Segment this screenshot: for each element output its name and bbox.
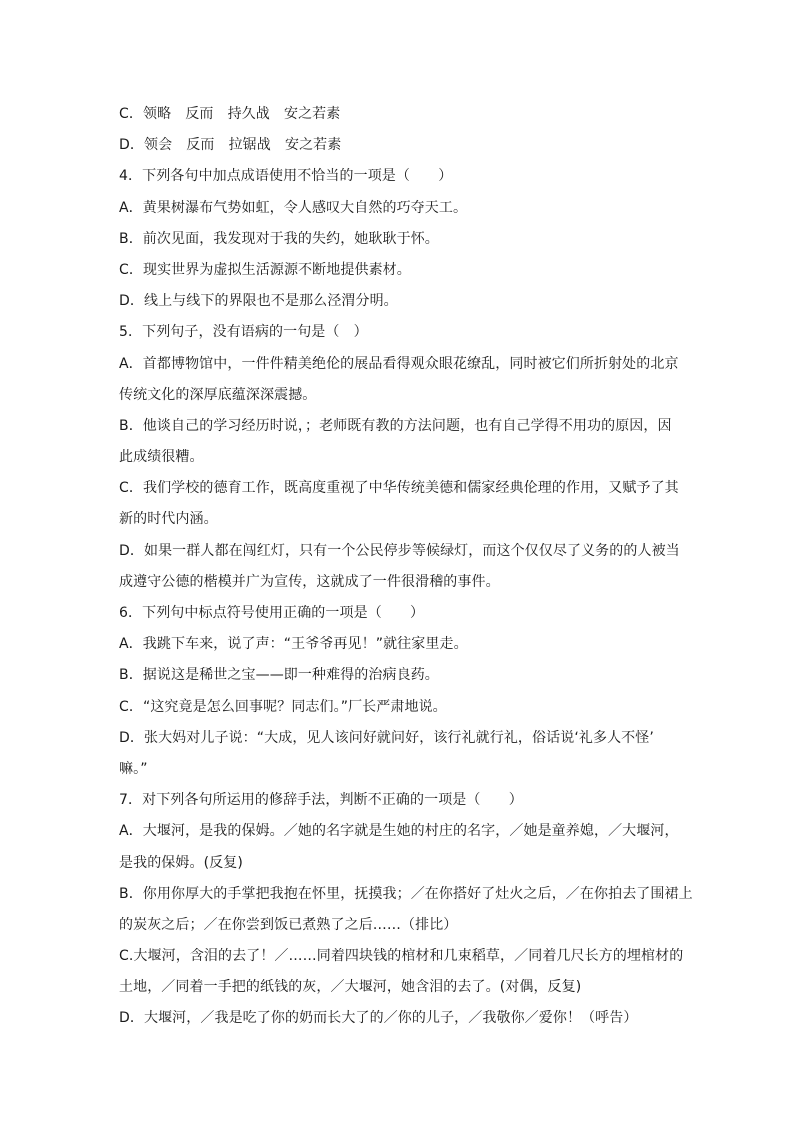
option-d-q6: D．张大妈对儿子说：“大成，见人该问好就问好，该行礼就行礼，俗话说‘礼多人不怪’ <box>119 729 654 746</box>
option-c-q5-cont: 新的时代内涵。 <box>119 511 218 528</box>
option-d-q5-cont: 成遵守公德的楷模并广为宣传，这就成了一件很滑稽的事件。 <box>119 573 500 590</box>
question-4: 4．下列各句中加点成语使用不恰当的一项是（ ） <box>119 168 453 185</box>
question-6: 6．下列句中标点符号使用正确的一项是（ ） <box>119 605 425 621</box>
option-a-q7-cont: 是我的保姆。(反复) <box>119 854 243 871</box>
option-b-q7: B．你用你厚大的手掌把我抱在怀里，抚摸我；／在你搭好了灶火之后，／在你拍去了围裙上 <box>119 885 693 902</box>
option-d-q5: D．如果一群人都在闯红灯，只有一个公民停步等候绿灯，而这个仅仅尽了义务的的人被当 <box>119 542 680 559</box>
option-c-q4: C．现实世界为虚拟生活源源不断地提供素材。 <box>119 261 411 278</box>
option-c-q7: C.大堰河，含泪的去了！／……同着四块钱的棺材和几束稻草，／同着几尺长方的埋棺材的 <box>119 948 684 965</box>
option-b-q5: B．他谈自己的学习经历时说，；老师既有教的方法问题，也有自己学得不用功的原因，因 <box>119 417 672 434</box>
option-c-q7-cont: 土地，／同着一手把的纸钱的灰，／大堰河，她含泪的去了。(对偶，反复) <box>119 979 582 996</box>
option-d-q3: D．领会 反而 拉锯战 安之若素 <box>119 137 342 154</box>
option-b-q7-cont: 的炭灰之后；／在你尝到饭已煮熟了之后……（排比） <box>119 916 458 933</box>
option-a-q6: A．我跳下车来，说了声：“王爷爷再见！”就往家里走。 <box>119 636 468 653</box>
option-c-q6: C．“这究竟是怎么回事呢？同志们。”厂长严肃地说。 <box>119 698 447 715</box>
option-a-q5: A．首都博物馆中，一件件精美绝伦的展品看得观众眼花缭乱，同时被它们所折射处的北京 <box>119 355 679 372</box>
option-d-q6-cont: 嘛。” <box>119 760 148 777</box>
option-d-q7: D．大堰河，／我是吃了你的奶而长大了的／你的儿子，／我敬你／爱你！（呼告） <box>119 1010 638 1027</box>
option-c-q3: C．领略 反而 持久战 安之若素 <box>119 106 341 122</box>
option-a-q4: A．黄果树瀑布气势如虹，令人感叹大自然的巧夺天工。 <box>119 199 468 216</box>
question-7: 7．对下列各句所运用的修辞手法，判断不正确的一项是（ ） <box>119 792 523 809</box>
option-b-q6: B．据说这是稀世之宝——即一种难得的治病良药。 <box>119 667 439 684</box>
option-a-q7: A．大堰河，是我的保姆。／她的名字就是生她的村庄的名字，／她是童养媳，／大堰河， <box>119 823 679 840</box>
option-d-q4: D．线上与线下的界限也不是那么泾渭分明。 <box>119 293 398 310</box>
option-a-q5-cont: 传统文化的深厚底蕴深深震撼。 <box>119 386 317 403</box>
document-body <box>119 99 693 1035</box>
question-5: 5．下列句子，没有语病的一句是（ ） <box>119 324 368 341</box>
option-b-q4: B．前次见面，我发现对于我的失约，她耿耿于怀。 <box>119 230 439 247</box>
option-b-q5-cont: 此成绩很糟。 <box>119 449 204 466</box>
option-c-q5: C．我们学校的德育工作，既高度重视了中华传统美德和儒家经典伦理的作用，又赋予了其 <box>119 480 679 497</box>
